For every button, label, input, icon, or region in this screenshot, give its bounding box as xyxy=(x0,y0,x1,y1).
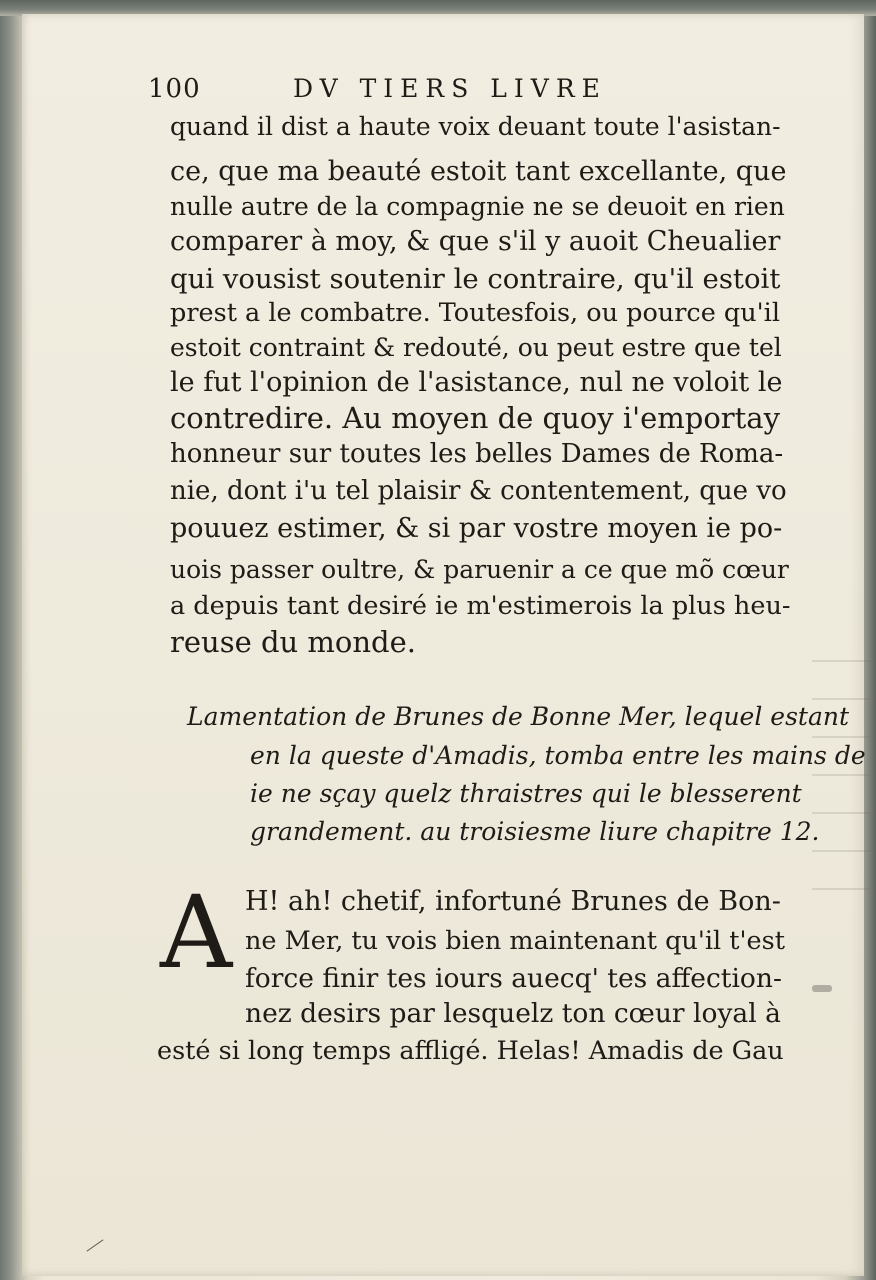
body-line: quand il dist a haute voix deuant toute l'asistan- xyxy=(170,112,781,141)
body-line: reuse du monde. xyxy=(170,625,417,659)
page-header xyxy=(148,74,648,110)
ink-smudge xyxy=(812,985,832,992)
body-line: estoit contraint & redouté, ou peut estre que tel xyxy=(170,333,782,362)
lament-line: ne Mer, tu vois bien maintenant qu'il t'est xyxy=(245,926,785,956)
body-line: comparer à moy, & que s'il y auoit Cheualier xyxy=(170,226,781,257)
section-heading-line: grandement. au troisiesme liure chapitre 12. xyxy=(250,817,820,846)
body-line: nie, dont i'u tel plaisir & contentement, que vo xyxy=(170,476,787,506)
body-line: a depuis tant desiré ie m'estimerois la plus heu- xyxy=(170,591,791,621)
lament-line: H! ah! chetif, infortuné Brunes de Bon- xyxy=(245,886,781,917)
lament-line: force finir tes iours auecq' tes affection- xyxy=(245,963,782,994)
body-line: ce, que ma beauté estoit tant excellante, que xyxy=(170,156,787,187)
body-line: uois passer oultre, & paruenir a ce que mõ cœur xyxy=(170,555,789,584)
drop-cap-initial: A xyxy=(160,874,233,991)
page-number: 100 xyxy=(148,74,201,104)
body-line: contredire. Au moyen de quoy i'emportay xyxy=(170,401,780,435)
body-line: pouuez estimer, & si par vostre moyen ie po- xyxy=(170,513,783,544)
body-line: le fut l'opinion de l'asistance, nul ne voloit le xyxy=(170,367,783,398)
section-heading-line: ie ne sçay quelz thraistres qui le blesserent xyxy=(250,779,802,808)
lament-line: esté si long temps affligé. Helas! Amadis de Gau xyxy=(157,1036,784,1066)
section-heading-line: Lamentation de Brunes de Bonne Mer, lequel estant xyxy=(187,702,849,731)
body-line: honneur sur toutes les belles Dames de Roma- xyxy=(170,439,784,469)
body-line: prest a le combatre. Toutesfois, ou pource qu'il xyxy=(170,298,780,328)
body-line: qui vousist soutenir le contraire, qu'il estoit xyxy=(170,263,781,295)
lament-line: nez desirs par lesquelz ton cœur loyal à xyxy=(245,998,781,1029)
running-title: DV TIERS LIVRE xyxy=(293,74,607,103)
section-heading-line: en la queste d'Amadis, tomba entre les mains de xyxy=(250,741,866,770)
body-line: nulle autre de la compagnie ne se deuoit en rien xyxy=(170,192,785,221)
